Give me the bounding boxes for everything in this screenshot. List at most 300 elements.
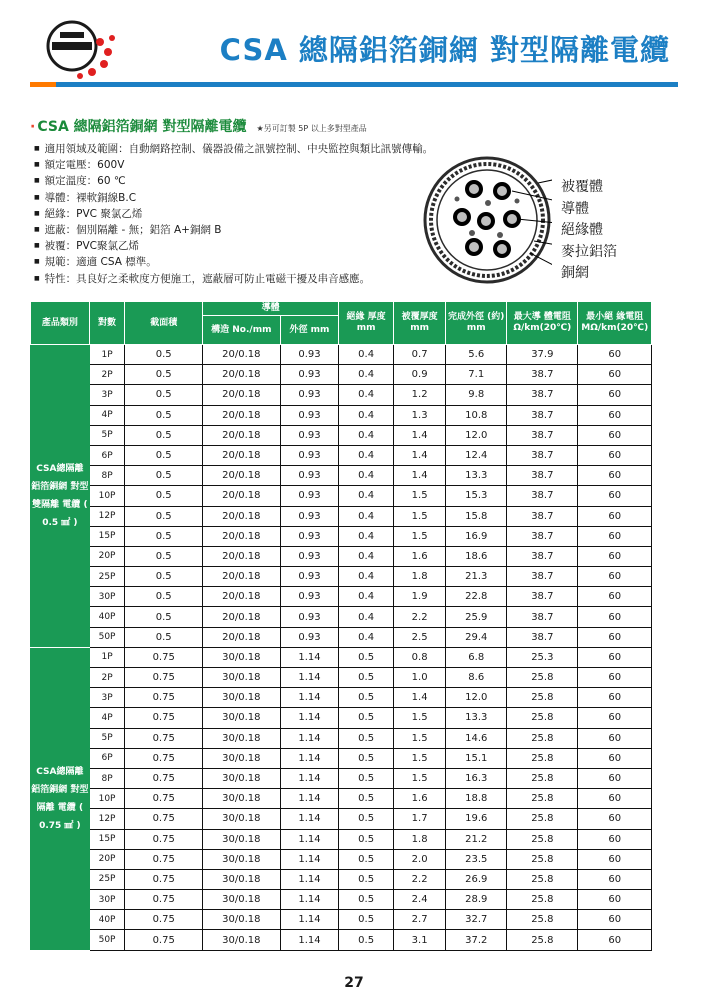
section-title: CSA 總隔鋁箔銅網 對型隔離電纜: [37, 119, 247, 135]
table-cell: 60: [578, 647, 652, 667]
product-category-cell: CSA總隔離 鋁箔銅網 對型雙隔離 電纜 ( 0.5 ㎟ ): [31, 345, 90, 648]
table-cell: 0.5: [125, 587, 203, 607]
table-cell: 20/0.18: [203, 445, 281, 465]
table-cell: 1.9: [393, 587, 445, 607]
table-row: [31, 728, 652, 748]
table-cell: 60: [578, 728, 652, 748]
table-cell: 1.14: [280, 728, 339, 748]
table-cell: 0.5: [125, 365, 203, 385]
table-cell: 1.14: [280, 849, 339, 869]
table-cell: 25.8: [507, 849, 578, 869]
legend-item: 麥拉鋁箔: [561, 243, 617, 260]
table-cell: 6P: [89, 748, 125, 768]
table-cell: 20/0.18: [203, 627, 281, 647]
table-cell: 1.6: [393, 546, 445, 566]
table-cell: 20/0.18: [203, 587, 281, 607]
table-cell: 1.8: [393, 829, 445, 849]
table-cell: 0.5: [125, 546, 203, 566]
table-cell: 60: [578, 910, 652, 930]
table-row: [31, 425, 652, 445]
table-cell: 0.4: [339, 445, 394, 465]
table-cell: 0.4: [339, 345, 394, 365]
table-cell: 60: [578, 546, 652, 566]
table-cell: 29.4: [446, 627, 507, 647]
table-cell: 0.5: [125, 567, 203, 587]
table-cell: 1.14: [280, 647, 339, 667]
table-cell: 0.4: [339, 385, 394, 405]
spec-item: ■ 特性：具良好之柔軟度方便施工，遮蔽層可防止電磁干擾及串音感應。: [34, 271, 433, 287]
table-cell: 38.7: [507, 385, 578, 405]
table-cell: 0.93: [280, 385, 339, 405]
table-row: [31, 890, 652, 910]
header-insulation: 絕緣 厚度 mm: [339, 302, 394, 345]
table-cell: 7.1: [446, 365, 507, 385]
table-row: [31, 405, 652, 425]
table-cell: 60: [578, 768, 652, 788]
table-cell: 23.5: [446, 849, 507, 869]
table-cell: 15.1: [446, 748, 507, 768]
table-cell: 0.75: [125, 849, 203, 869]
table-cell: 0.75: [125, 910, 203, 930]
section-note: ★另可訂製 5P 以上多對型產品: [256, 124, 367, 133]
table-cell: 0.93: [280, 526, 339, 546]
table-cell: 0.5: [339, 748, 394, 768]
table-cell: 30/0.18: [203, 869, 281, 889]
table-cell: 20/0.18: [203, 506, 281, 526]
table-cell: 1.5: [393, 728, 445, 748]
table-cell: 30/0.18: [203, 809, 281, 829]
table-row: [31, 385, 652, 405]
table-cell: 25.9: [446, 607, 507, 627]
table-cell: 0.4: [339, 627, 394, 647]
table-cell: 1.14: [280, 829, 339, 849]
company-logo: [30, 12, 130, 82]
table-cell: 30/0.18: [203, 849, 281, 869]
header-area: 截面積: [125, 302, 203, 345]
spec-item: ■ 遮蔽：個別隔離 - 無；鋁箔 A+銅網 B: [34, 222, 433, 238]
table-cell: 60: [578, 809, 652, 829]
table-cell: 30P: [89, 890, 125, 910]
table-cell: 37.9: [507, 345, 578, 365]
spec-item: ■ 規範：適適 CSA 標準。: [34, 254, 433, 270]
table-cell: 60: [578, 890, 652, 910]
table-cell: 38.7: [507, 627, 578, 647]
table-cell: 0.5: [339, 647, 394, 667]
table-cell: 60: [578, 486, 652, 506]
table-cell: 38.7: [507, 567, 578, 587]
table-row: [31, 466, 652, 486]
table-cell: 0.75: [125, 647, 203, 667]
table-cell: 0.4: [339, 526, 394, 546]
table-cell: 38.7: [507, 425, 578, 445]
table-cell: 0.5: [339, 869, 394, 889]
table-cell: 60: [578, 688, 652, 708]
header-strand: 構造 No./mm: [203, 316, 281, 345]
table-cell: 20P: [89, 849, 125, 869]
page-number: 27: [344, 975, 364, 991]
table-cell: 25.8: [507, 910, 578, 930]
table-cell: 30P: [89, 587, 125, 607]
table-cell: 0.5: [339, 728, 394, 748]
spec-table-body: [31, 345, 652, 951]
table-cell: 60: [578, 607, 652, 627]
table-cell: 60: [578, 748, 652, 768]
table-cell: 60: [578, 930, 652, 950]
table-cell: 0.75: [125, 809, 203, 829]
table-cell: 25P: [89, 869, 125, 889]
table-row: [31, 587, 652, 607]
table-row: [31, 809, 652, 829]
table-cell: 15P: [89, 526, 125, 546]
table-cell: 1.14: [280, 789, 339, 809]
table-cell: 25.8: [507, 869, 578, 889]
table-cell: 40P: [89, 607, 125, 627]
header-cond-od: 外徑 mm: [280, 316, 339, 345]
table-cell: 38.7: [507, 506, 578, 526]
table-cell: 1.5: [393, 486, 445, 506]
table-cell: 1.2: [393, 385, 445, 405]
table-cell: 0.5: [339, 829, 394, 849]
bullet-icon: ·: [30, 119, 36, 135]
table-cell: 20P: [89, 546, 125, 566]
table-cell: 60: [578, 567, 652, 587]
spec-item: ■ 額定電壓：600V: [34, 157, 433, 173]
table-cell: 1.0: [393, 668, 445, 688]
table-cell: 13.3: [446, 466, 507, 486]
table-row: [31, 627, 652, 647]
table-row: [31, 708, 652, 728]
table-cell: 38.7: [507, 607, 578, 627]
table-cell: 2P: [89, 365, 125, 385]
table-cell: 20/0.18: [203, 546, 281, 566]
table-cell: 8P: [89, 768, 125, 788]
table-cell: 1.14: [280, 910, 339, 930]
header-rule: [30, 82, 678, 87]
table-cell: 0.4: [339, 546, 394, 566]
table-cell: 13.3: [446, 708, 507, 728]
table-cell: 1.14: [280, 890, 339, 910]
spec-item: ■ 導體：裸軟銅線B.C: [34, 190, 433, 206]
table-cell: 0.9: [393, 365, 445, 385]
table-cell: 0.5: [125, 385, 203, 405]
table-cell: 1.14: [280, 668, 339, 688]
table-cell: 60: [578, 627, 652, 647]
table-cell: 60: [578, 829, 652, 849]
table-row: [31, 849, 652, 869]
table-cell: 6.8: [446, 647, 507, 667]
product-category-cell: CSA總隔離 鋁箔銅網 對型隔離 電纜 ( 0.75 ㎟ ): [31, 647, 90, 950]
table-cell: 2.7: [393, 910, 445, 930]
cable-cross-section-diagram: [422, 155, 552, 285]
table-cell: 0.75: [125, 829, 203, 849]
table-cell: 10.8: [446, 405, 507, 425]
table-cell: 1.14: [280, 708, 339, 728]
table-cell: 60: [578, 869, 652, 889]
table-cell: 0.4: [339, 506, 394, 526]
table-cell: 60: [578, 365, 652, 385]
table-cell: 38.7: [507, 526, 578, 546]
table-cell: 60: [578, 849, 652, 869]
header-resistance: 最大導 體電阻 Ω/km(20℃): [507, 302, 578, 345]
header-od: 完成外徑 (約) mm: [446, 302, 507, 345]
table-row: [31, 647, 652, 667]
table-cell: 32.7: [446, 910, 507, 930]
table-cell: 0.75: [125, 869, 203, 889]
table-cell: 0.75: [125, 728, 203, 748]
table-cell: 60: [578, 506, 652, 526]
table-cell: 2.4: [393, 890, 445, 910]
table-cell: 0.93: [280, 445, 339, 465]
table-row: [31, 546, 652, 566]
table-cell: 30/0.18: [203, 890, 281, 910]
table-cell: 1.7: [393, 809, 445, 829]
table-cell: 4P: [89, 405, 125, 425]
table-cell: 0.5: [339, 789, 394, 809]
table-cell: 25.8: [507, 890, 578, 910]
table-cell: 25.8: [507, 829, 578, 849]
table-cell: 1.5: [393, 526, 445, 546]
table-cell: 0.93: [280, 546, 339, 566]
table-cell: 1.8: [393, 567, 445, 587]
table-cell: 0.5: [339, 910, 394, 930]
table-cell: 1P: [89, 345, 125, 365]
table-cell: 38.7: [507, 466, 578, 486]
header-insulation-resistance: 最小絕 緣電阻 MΩ/km(20℃): [578, 302, 652, 345]
table-cell: 0.93: [280, 486, 339, 506]
table-row: [31, 567, 652, 587]
table-cell: 2.0: [393, 849, 445, 869]
table-cell: 60: [578, 405, 652, 425]
table-cell: 60: [578, 425, 652, 445]
table-cell: 38.7: [507, 445, 578, 465]
table-cell: 2P: [89, 668, 125, 688]
table-cell: 30/0.18: [203, 789, 281, 809]
table-cell: 15P: [89, 829, 125, 849]
table-cell: 0.5: [125, 627, 203, 647]
table-cell: 0.93: [280, 405, 339, 425]
table-cell: 1.5: [393, 506, 445, 526]
table-cell: 37.2: [446, 930, 507, 950]
legend-item: 銅網: [561, 265, 589, 281]
table-cell: 18.6: [446, 546, 507, 566]
table-cell: 0.4: [339, 567, 394, 587]
spec-item: ■ 適用領域及範圍：自動網路控制、儀器設備之訊號控制、中央監控與類比訊號傳輸。: [34, 141, 433, 157]
header-pairs: 對數: [89, 302, 125, 345]
table-row: [31, 506, 652, 526]
table-cell: 1.14: [280, 869, 339, 889]
table-row: [31, 748, 652, 768]
table-cell: 40P: [89, 910, 125, 930]
table-cell: 30/0.18: [203, 930, 281, 950]
table-cell: 1.14: [280, 748, 339, 768]
table-cell: 25.8: [507, 708, 578, 728]
table-cell: 1.5: [393, 768, 445, 788]
table-cell: 0.5: [125, 466, 203, 486]
table-cell: 60: [578, 526, 652, 546]
table-cell: 15.3: [446, 486, 507, 506]
table-cell: 3P: [89, 385, 125, 405]
table-cell: 5P: [89, 425, 125, 445]
table-cell: 30/0.18: [203, 688, 281, 708]
table-cell: 0.75: [125, 930, 203, 950]
table-cell: 20/0.18: [203, 526, 281, 546]
table-cell: 5P: [89, 728, 125, 748]
table-cell: 12.0: [446, 425, 507, 445]
table-cell: 30/0.18: [203, 708, 281, 728]
table-row: [31, 486, 652, 506]
table-row: [31, 445, 652, 465]
table-cell: 3.1: [393, 930, 445, 950]
table-cell: 20/0.18: [203, 486, 281, 506]
spec-list: [34, 141, 433, 287]
table-row: [31, 789, 652, 809]
table-cell: 20/0.18: [203, 385, 281, 405]
table-cell: 0.5: [125, 405, 203, 425]
table-cell: 38.7: [507, 405, 578, 425]
table-cell: 0.93: [280, 587, 339, 607]
table-cell: 0.5: [125, 445, 203, 465]
table-cell: 0.75: [125, 708, 203, 728]
table-cell: 0.5: [125, 486, 203, 506]
table-cell: 4P: [89, 708, 125, 728]
table-cell: 1.4: [393, 466, 445, 486]
table-cell: 0.93: [280, 506, 339, 526]
table-cell: 2.2: [393, 607, 445, 627]
table-cell: 0.93: [280, 466, 339, 486]
table-cell: 0.5: [125, 607, 203, 627]
table-cell: 1.4: [393, 445, 445, 465]
table-cell: 0.4: [339, 607, 394, 627]
table-cell: 0.8: [393, 647, 445, 667]
table-cell: 0.5: [339, 890, 394, 910]
table-cell: 0.5: [125, 425, 203, 445]
table-cell: 0.93: [280, 425, 339, 445]
table-cell: 25P: [89, 567, 125, 587]
table-cell: 1.14: [280, 688, 339, 708]
table-cell: 0.75: [125, 789, 203, 809]
table-cell: 0.93: [280, 567, 339, 587]
table-cell: 0.93: [280, 607, 339, 627]
table-cell: 0.4: [339, 425, 394, 445]
table-cell: 8.6: [446, 668, 507, 688]
table-cell: 22.8: [446, 587, 507, 607]
table-cell: 20/0.18: [203, 425, 281, 445]
table-cell: 0.75: [125, 890, 203, 910]
table-cell: 38.7: [507, 486, 578, 506]
table-cell: 9.8: [446, 385, 507, 405]
table-row: [31, 910, 652, 930]
table-cell: 0.4: [339, 587, 394, 607]
table-cell: 21.2: [446, 829, 507, 849]
diagram-legend: [555, 176, 655, 284]
table-row: [31, 526, 652, 546]
table-cell: 60: [578, 445, 652, 465]
spec-item: ■ 額定溫度：60 ℃: [34, 173, 433, 189]
table-cell: 3P: [89, 688, 125, 708]
table-cell: 30/0.18: [203, 647, 281, 667]
table-cell: 8P: [89, 466, 125, 486]
table-cell: 60: [578, 789, 652, 809]
table-cell: 16.3: [446, 768, 507, 788]
table-cell: 0.5: [339, 930, 394, 950]
table-cell: 12.4: [446, 445, 507, 465]
table-cell: 0.5: [339, 668, 394, 688]
table-cell: 0.4: [339, 486, 394, 506]
table-cell: 20/0.18: [203, 466, 281, 486]
table-cell: 30/0.18: [203, 748, 281, 768]
table-cell: 6P: [89, 445, 125, 465]
table-cell: 0.93: [280, 365, 339, 385]
table-row: [31, 829, 652, 849]
table-cell: 25.8: [507, 809, 578, 829]
table-cell: 0.7: [393, 345, 445, 365]
header-category: 產品類別: [31, 302, 90, 345]
table-cell: 20/0.18: [203, 607, 281, 627]
table-row: [31, 688, 652, 708]
table-row: [31, 607, 652, 627]
table-cell: 19.6: [446, 809, 507, 829]
table-cell: 1.3: [393, 405, 445, 425]
table-cell: 14.6: [446, 728, 507, 748]
table-cell: 30/0.18: [203, 768, 281, 788]
table-cell: 28.9: [446, 890, 507, 910]
table-cell: 12P: [89, 809, 125, 829]
table-cell: 2.5: [393, 627, 445, 647]
table-cell: 1.5: [393, 708, 445, 728]
table-cell: 1.14: [280, 768, 339, 788]
table-cell: 0.5: [339, 688, 394, 708]
table-cell: 0.5: [125, 345, 203, 365]
table-cell: 30/0.18: [203, 910, 281, 930]
table-cell: 1P: [89, 647, 125, 667]
table-cell: 20/0.18: [203, 405, 281, 425]
table-cell: 1.5: [393, 748, 445, 768]
table-cell: 0.75: [125, 748, 203, 768]
table-cell: 38.7: [507, 365, 578, 385]
table-cell: 1.14: [280, 930, 339, 950]
table-cell: 25.8: [507, 728, 578, 748]
table-cell: 50P: [89, 930, 125, 950]
table-cell: 0.5: [339, 849, 394, 869]
table-cell: 0.93: [280, 345, 339, 365]
header-conductor: 導體: [203, 302, 339, 316]
table-cell: 20/0.18: [203, 567, 281, 587]
legend-item: 絕緣體: [561, 222, 603, 238]
section-heading: [30, 116, 367, 136]
table-cell: 12.0: [446, 688, 507, 708]
table-cell: 25.8: [507, 930, 578, 950]
page-title: CSA 總隔鋁箔銅網 對型隔離電纜: [219, 33, 670, 67]
table-cell: 21.3: [446, 567, 507, 587]
table-cell: 0.4: [339, 405, 394, 425]
table-row: [31, 768, 652, 788]
table-cell: 26.9: [446, 869, 507, 889]
table-cell: 25.8: [507, 748, 578, 768]
table-cell: 20/0.18: [203, 365, 281, 385]
table-cell: 60: [578, 345, 652, 365]
table-row: [31, 869, 652, 889]
table-cell: 30/0.18: [203, 829, 281, 849]
table-cell: 60: [578, 587, 652, 607]
table-cell: 0.93: [280, 627, 339, 647]
header-sheath: 被覆厚度 mm: [393, 302, 445, 345]
table-cell: 50P: [89, 627, 125, 647]
table-cell: 25.8: [507, 688, 578, 708]
table-cell: 1.14: [280, 809, 339, 829]
table-cell: 25.8: [507, 768, 578, 788]
legend-item: 被覆體: [561, 179, 603, 195]
table-cell: 2.2: [393, 869, 445, 889]
